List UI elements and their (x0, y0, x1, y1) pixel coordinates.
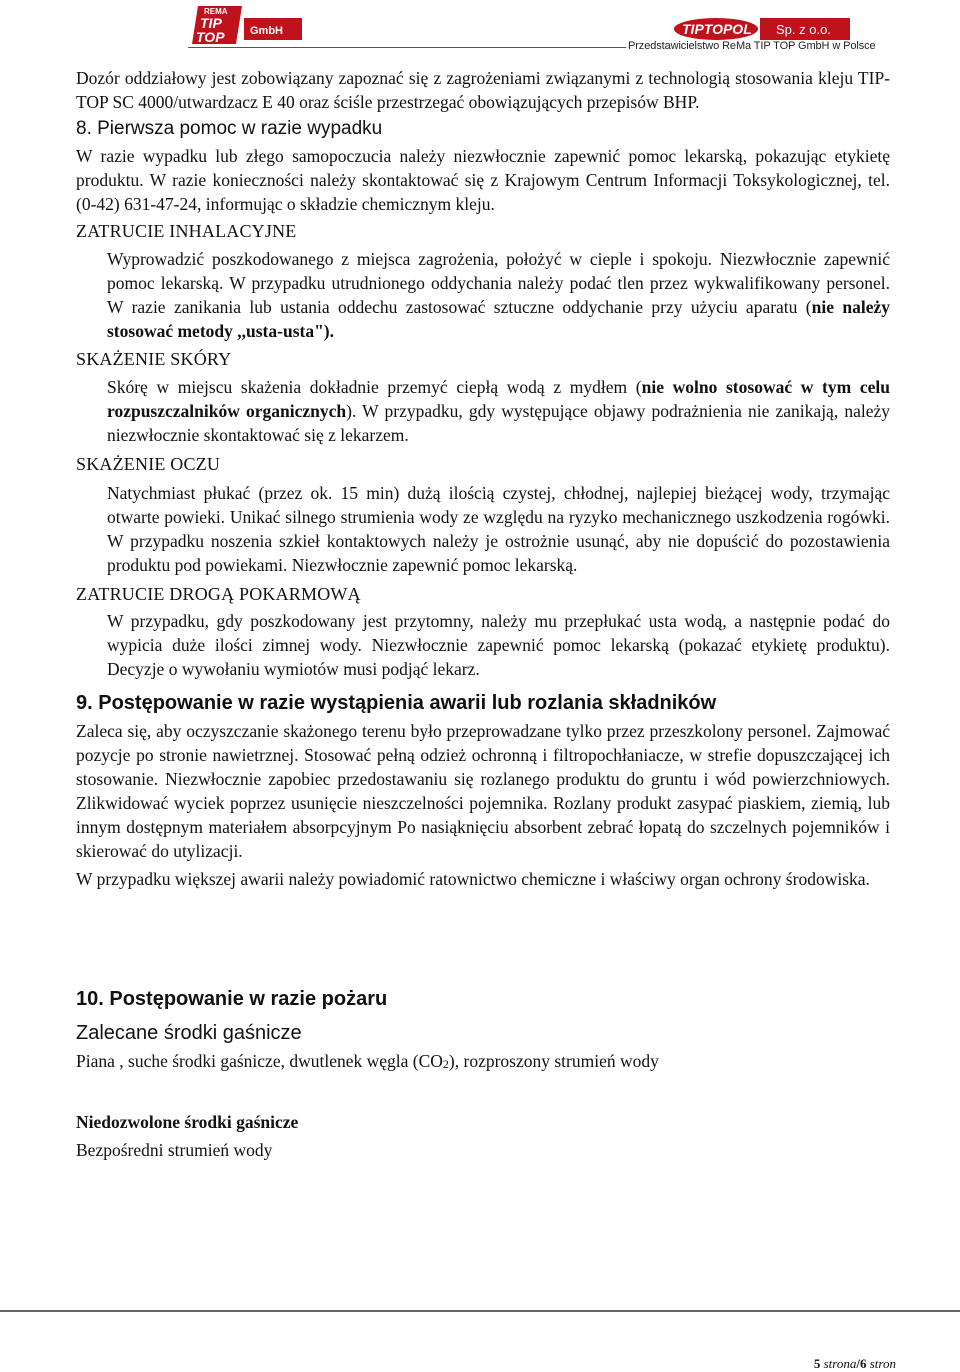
skin-text (107, 375, 890, 447)
skin-text-b: ). W przypadku, gdy występujące objawy podrażnienia nie zanikają, należy niezwłocznie skontaktować się z lekarzem. (107, 401, 890, 445)
page-total-label: stron (869, 1356, 896, 1371)
logo-spzoo-text: Sp. z o.o. (776, 22, 831, 37)
intro-paragraph: Dozór oddziałowy jest zobowiązany zapoznać się z zagrożeniami związanymi z technologią stosowania kleju TIP-TOP SC 4000/utwardzacz E 40 oraz ściśle przestrzegać obowiązujących przepisów BHP. (76, 68, 890, 112)
page-number (814, 1356, 896, 1372)
inhalation-heading: ZATRUCIE INHALACYJNE (76, 221, 297, 241)
skin-heading: SKAŻENIE SKÓRY (76, 349, 232, 369)
logo-tiptopol-text: TIPTOPOL (682, 21, 752, 37)
inhalation-text (107, 247, 890, 343)
document-body (76, 66, 890, 1162)
extinguishers-text-a: Piana , suche środki gaśnicze, dwutlenek węgla (CO (76, 1051, 443, 1071)
section-9-title: 9. Postępowanie w razie wystąpienia awarii lub rozlania składników (76, 692, 717, 714)
extinguishers-text (76, 1049, 890, 1076)
rema-tip-top-logo (190, 4, 360, 44)
page-header (0, 0, 960, 58)
extinguishers-heading: Zalecane środki gaśnicze (76, 1022, 302, 1044)
forbidden-title: Niedozwolone środki gaśnicze (76, 1112, 299, 1132)
tiptopol-logo (672, 14, 852, 42)
eye-text: Natychmiast płukać (przez ok. 15 min) dużą ilością czystej, chłodnej, najlepiej bieżącej wody, trzymając otwarte powieki. Unikać silnego strumienia wody ze względu na ryzyko mechanicznego uszkodzenia rogówki. W przypadku noszenia szkieł kontaktowych należy je ostrożnie usunąć, aby nie dopuścić do pozostawienia produktu pod powiekami. Niezwłocznie zapewnić pomoc lekarską. (107, 483, 890, 575)
header-divider (188, 47, 626, 48)
inhalation-text-main: Wyprowadzić poszkodowanego z miejsca zagrożenia, położyć w cieple i spokoju. Niezwłocznie zapewnić pomoc lekarską. W przypadku utrudnionego oddychania należy podać tlen przez wykwalifikowany personel. W razie zanikania lub ustania oddechu zastosować sztuczne oddychanie przy użyciu aparatu ( (107, 249, 890, 317)
eye-heading: SKAŻENIE OCZU (76, 454, 221, 474)
section-9-text: Zaleca się, aby oczyszczanie skażonego terenu było przeprowadzane tylko przez przeszkolony personel. Zajmować pozycje po stronie nawietrznej. Stosować pełną odzież ochronną i filtropochłaniacze, w strefie dopuszczającej ich stosowanie. Niezwłocznie zapobiec przedostawaniu się rozlanego produktu do gruntu i wód powierzchniowych. Zlikwidować wyciek poprzez usunięcie nieszczelności pojemnika. Rozlany produkt zasypać piaskiem, ziemią, lub innym dostępnym materiałem absorpcyjnym Po nasiąknięciu absorbent zebrać łopatą do szczelnych pojemników i skierować do utylizacji. (76, 721, 890, 861)
page-number-value: 5 (813, 1356, 821, 1371)
extinguishers-text-b: ), rozproszony strumień wody (448, 1051, 659, 1071)
logo-rema-text: REMA (204, 7, 228, 16)
logo-gmbh-text: GmbH (250, 25, 283, 37)
logo-tip-text: TIP (200, 15, 222, 31)
section-9-text-2: W przypadku większej awarii należy powiadomić ratownictwo chemiczne i właściwy organ ochrony środowiska. (76, 869, 870, 889)
oral-text: W przypadku, gdy poszkodowany jest przytomny, należy mu przepłukać usta wodą, a następnie podać do wypicia duże ilości zimnej wody. Niezwłocznie zapewnić pomoc lekarską (pokazać etykietę produktu). Decyzje o wywołaniu wymiotów musi podjąć lekarz. (107, 611, 890, 679)
skin-text-a: Skórę w miejscu skażenia dokładnie przemyć ciepłą wodą z mydłem ( (107, 377, 642, 397)
section-8-intro: W razie wypadku lub złego samopoczucia należy niezwłocznie zapewnić pomoc lekarską, pokazując etykietę produktu. W razie konieczności należy skontaktować się z Krajowym Centrum Informacji Toksykologicznej, tel. (0-42) 631-47-24, informując o składzie chemicznym kleju. (76, 146, 890, 214)
forbidden-text: Bezpośredni strumień wody (76, 1140, 273, 1160)
skin-warning: nie wolno stosować w tym celu rozpuszczalników organicznych (107, 377, 890, 421)
oral-heading: ZATRUCIE DROGĄ POKARMOWĄ (76, 584, 361, 604)
page-total: /6 (856, 1356, 867, 1371)
section-8-title: 8. Pierwsza pomoc w razie wypadku (76, 118, 383, 139)
header-subtitle: Przedstawicielstwo ReMa TIP TOP GmbH w Polsce (628, 40, 876, 52)
co2-subscript: 2 (442, 1057, 449, 1071)
footer-divider (0, 1310, 960, 1312)
section-10-title: 10. Postępowanie w razie pożaru (76, 988, 388, 1010)
forbidden-heading (76, 1110, 890, 1134)
page-label: strona (823, 1356, 857, 1371)
inhalation-warning: nie należy stosować metody ,,usta-usta"). (107, 297, 890, 341)
logo-top-text: TOP (196, 29, 225, 44)
